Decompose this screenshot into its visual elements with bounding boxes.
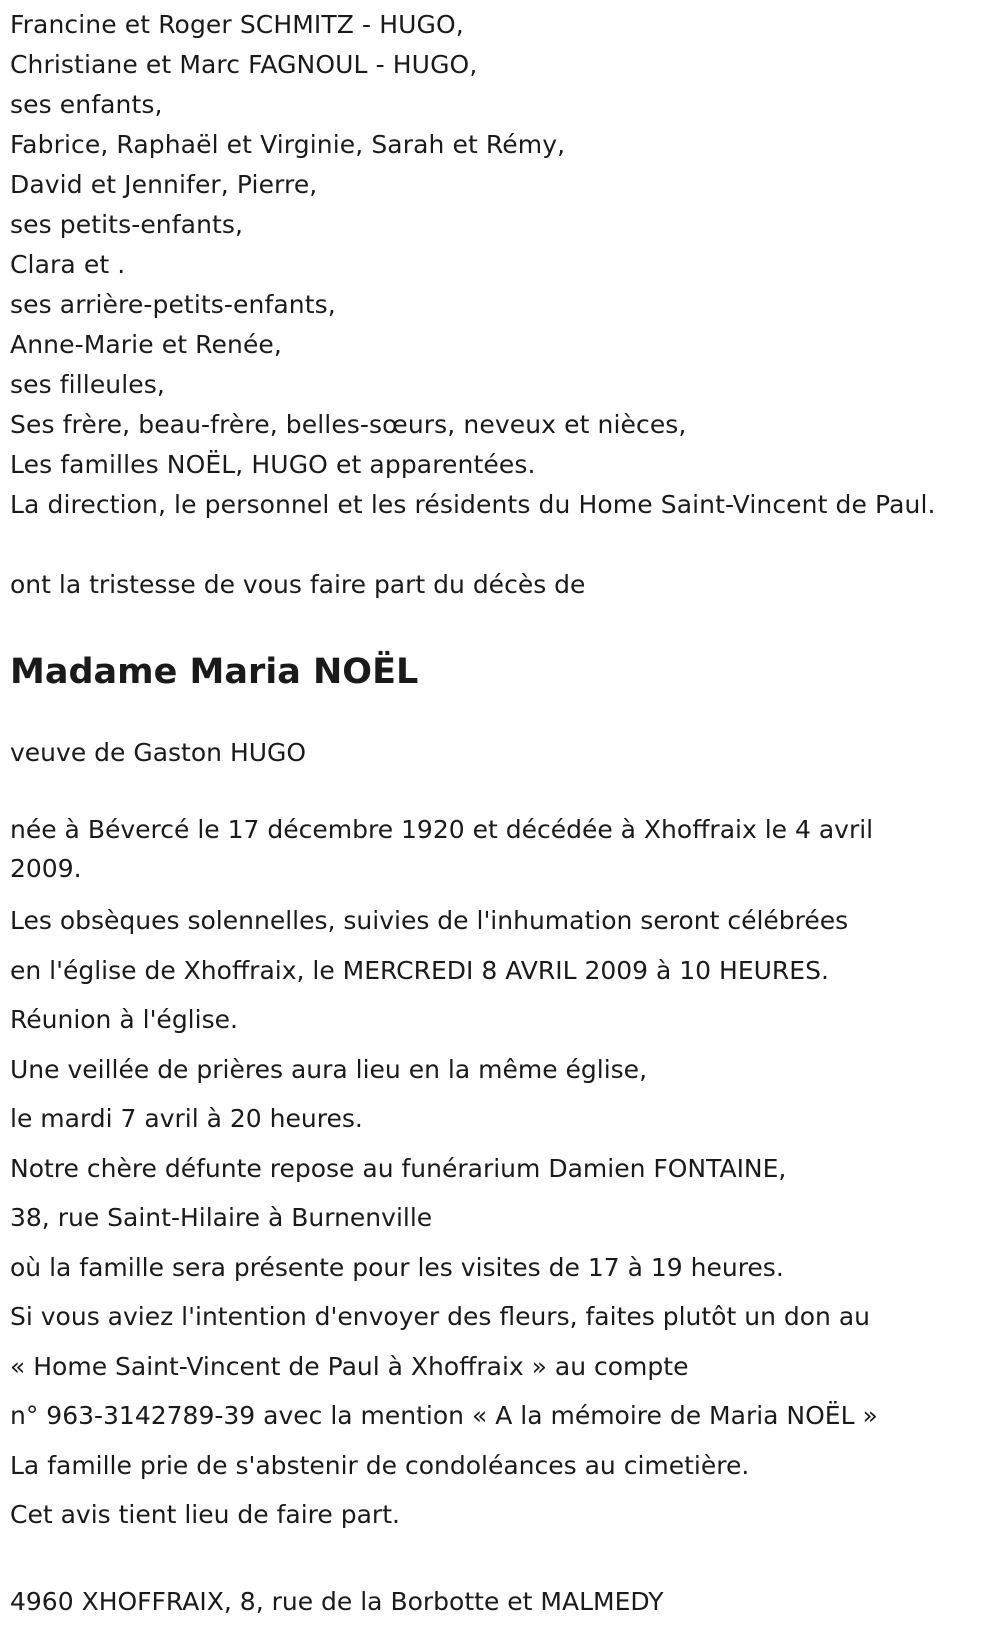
family-line: ses filleules, (10, 370, 165, 399)
funeral-details (10, 896, 1000, 1540)
detail-line: n° 963-3142789-39 avec la mention « A la mémoire de Maria NOËL » (10, 1401, 878, 1430)
detail-line: La famille prie de s'abstenir de condoléances au cimetière. (10, 1450, 750, 1480)
detail-line: Notre chère défunte repose au funérarium Damien FONTAINE, (10, 1153, 787, 1183)
announcement-text: ont la tristesse de vous faire part du décès de (10, 570, 586, 599)
birth-death-text: née à Bévercé le 17 décembre 1920 et décédée à Xhoffraix le 4 avril 2009. (10, 815, 874, 883)
detail-line: 38, rue Saint-Hilaire à Burnenville (10, 1203, 433, 1232)
family-line: Christiane et Marc FAGNOUL - HUGO, (10, 50, 478, 79)
family-line: Francine et Roger SCHMITZ - HUGO, (10, 10, 464, 39)
family-line: David et Jennifer, Pierre, (10, 170, 318, 199)
family-line: Ses frère, beau-frère, belles-sœurs, neveux et nièces, (10, 410, 687, 439)
detail-line: Cet avis tient lieu de faire part. (10, 1500, 400, 1529)
family-line: Anne-Marie et Renée, (10, 330, 282, 359)
family-line: Fabrice, Raphaël et Virginie, Sarah et Rémy, (10, 130, 566, 159)
family-line: Les familles NOËL, HUGO et apparentées. (10, 450, 536, 479)
detail-line: Une veillée de prières aura lieu en la même église, (10, 1054, 648, 1084)
detail-line: en l'église de Xhoffraix, le MERCREDI 8 AVRIL 2009 à 10 HEURES. (10, 955, 829, 985)
family-list (10, 0, 1000, 525)
detail-line: Réunion à l'église. (10, 1005, 238, 1034)
family-line: Clara et . (10, 250, 126, 279)
widow-of-text: veuve de Gaston HUGO (10, 738, 307, 767)
detail-line: le mardi 7 avril à 20 heures. (10, 1104, 363, 1133)
family-line: ses arrière-petits-enfants, (10, 290, 336, 319)
detail-line: où la famille sera présente pour les visites de 17 à 19 heures. (10, 1252, 784, 1282)
detail-line: Si vous aviez l'intention d'envoyer des fleurs, faites plutôt un don au (10, 1302, 870, 1331)
detail-line: Les obsèques solennelles, suivies de l'inhumation seront célébrées (10, 906, 849, 935)
family-line: ses petits-enfants, (10, 210, 244, 239)
deceased-name: Madame Maria NOËL (10, 652, 419, 692)
family-line: ses enfants, (10, 90, 163, 119)
detail-line: « Home Saint-Vincent de Paul à Xhoffraix » au compte (10, 1351, 689, 1381)
family-address: 4960 XHOFFRAIX, 8, rue de la Borbotte et MALMEDY (10, 1586, 664, 1616)
family-line: La direction, le personnel et les résidents du Home Saint-Vincent de Paul. (10, 490, 936, 519)
